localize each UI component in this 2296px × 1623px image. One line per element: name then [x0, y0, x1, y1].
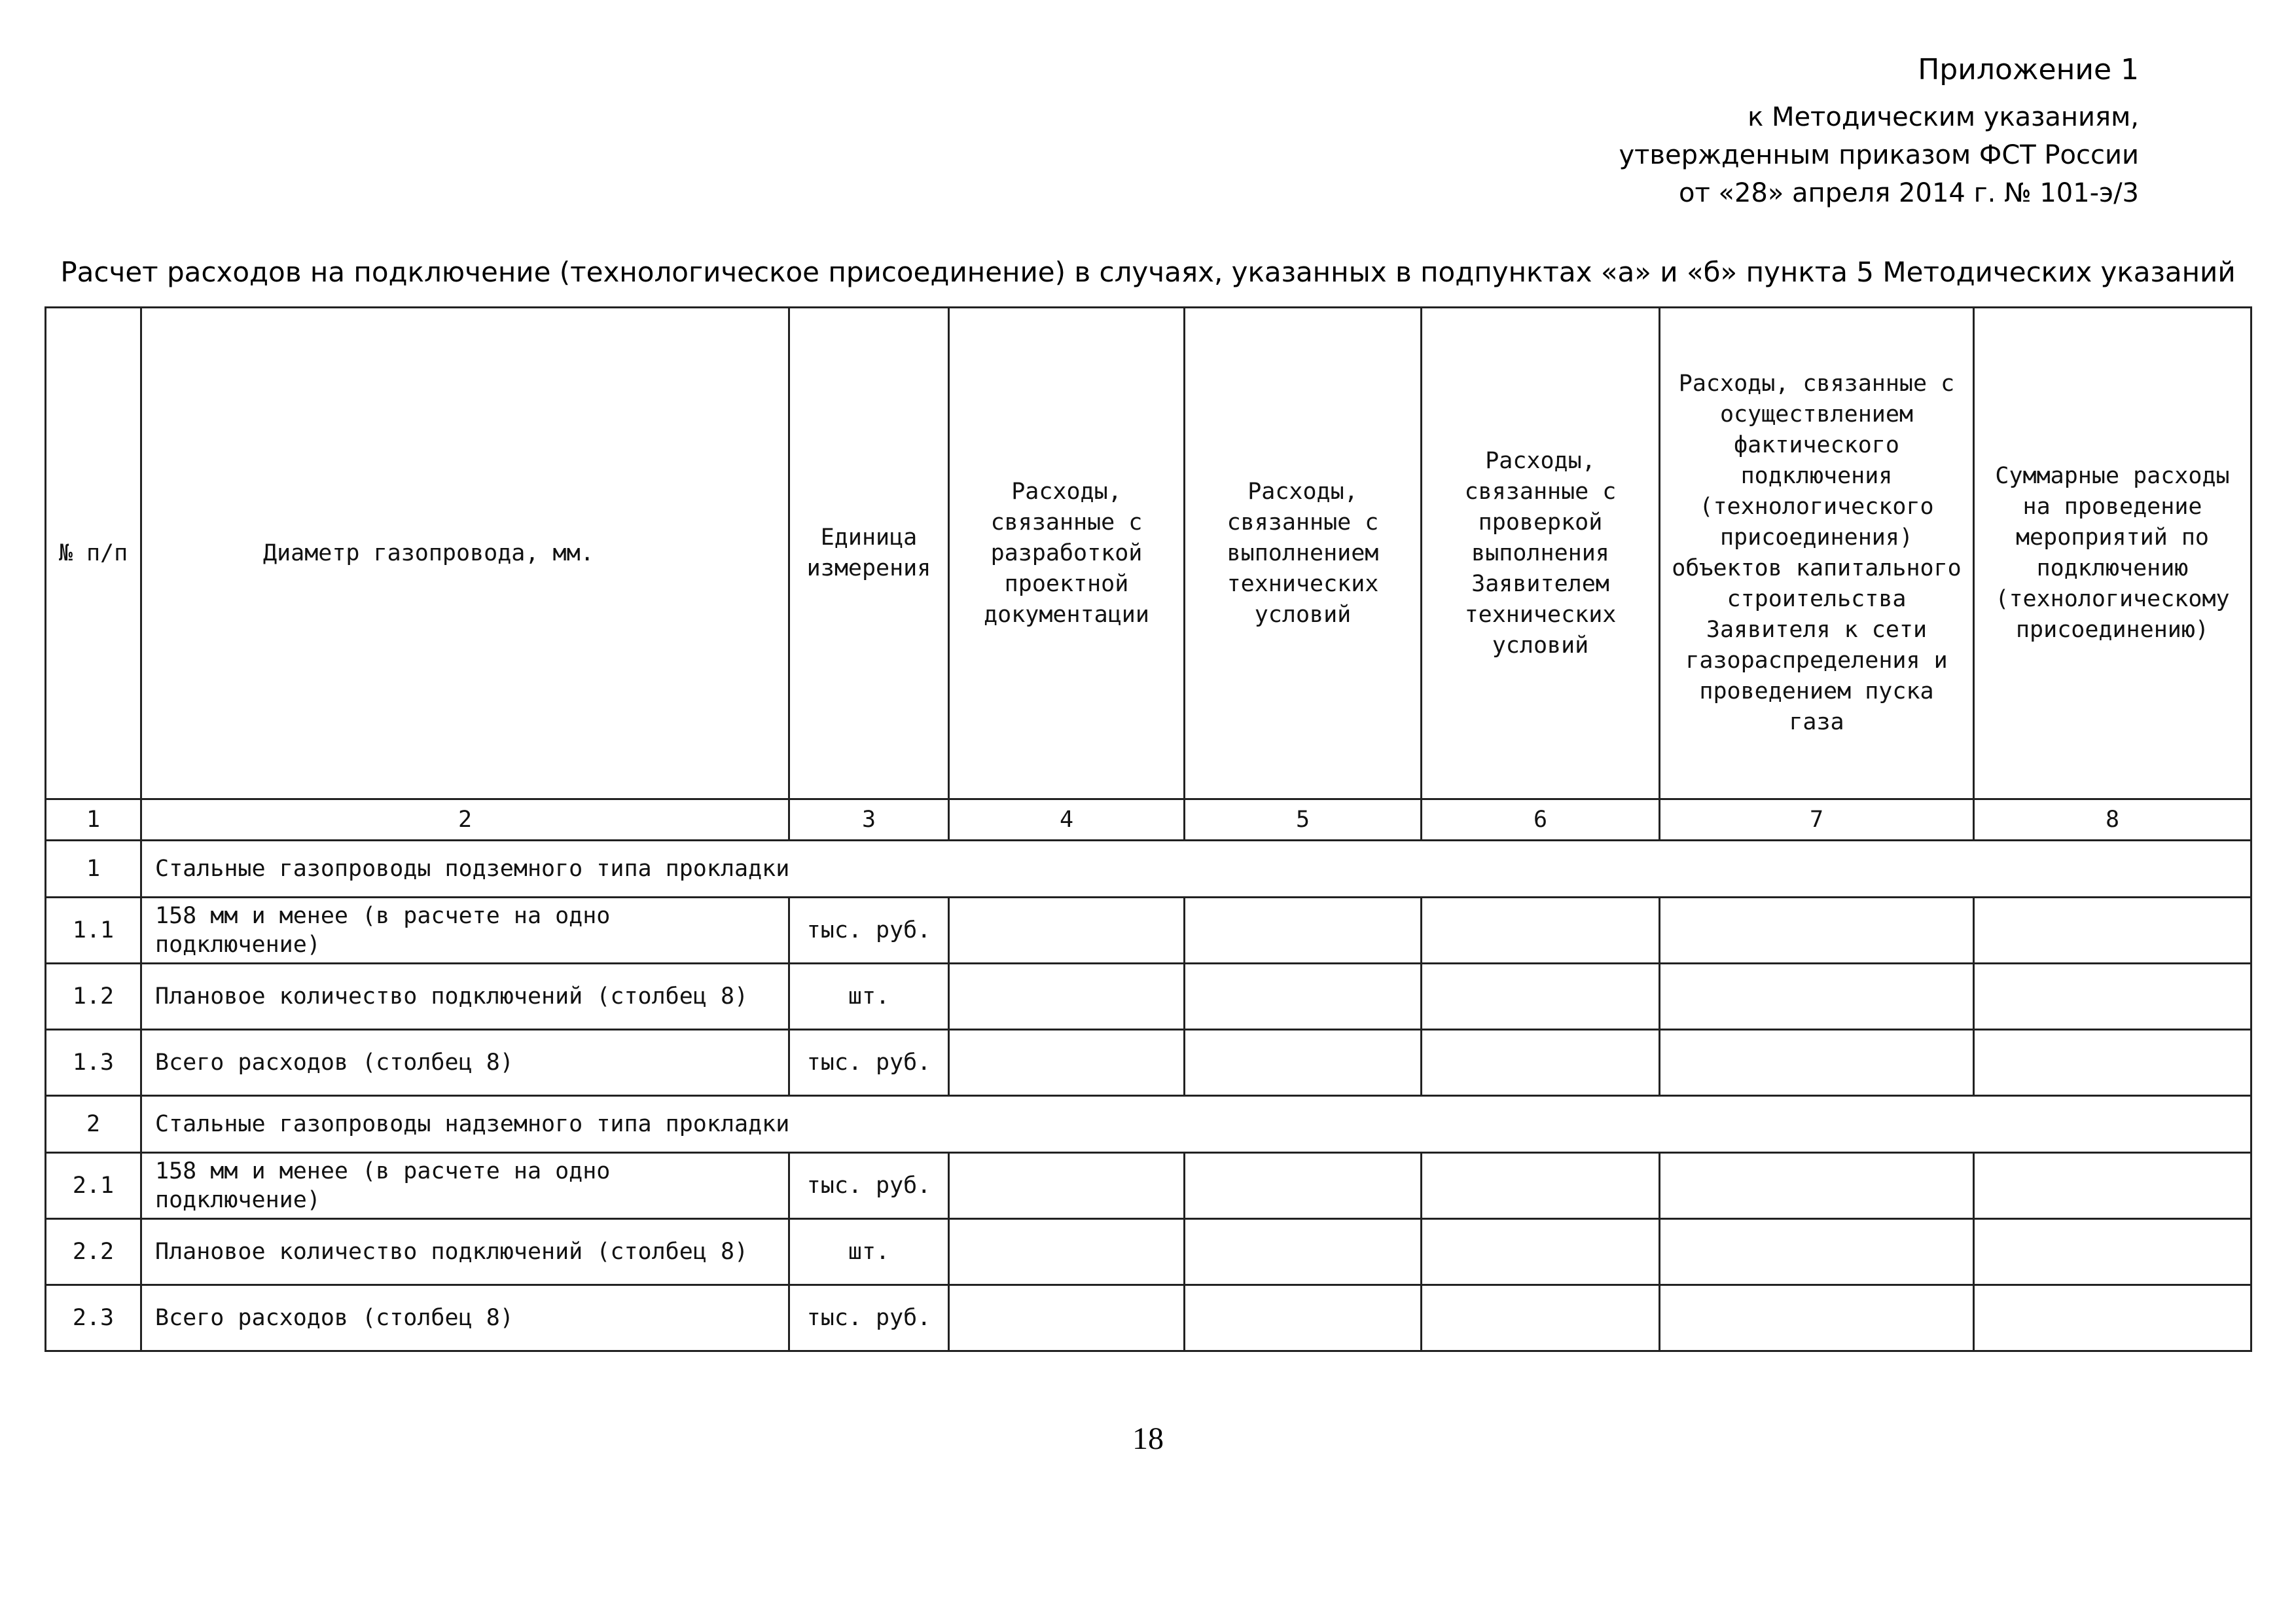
row-number: 2.2	[46, 1219, 141, 1285]
column-number-row	[46, 799, 2251, 841]
empty-cell	[1974, 1285, 2251, 1351]
header-col6: Расходы, связанные с проверкой выполнения Заявителем технических условий	[1422, 308, 1660, 799]
column-number: 2	[141, 799, 789, 841]
row-number: 1.1	[46, 898, 141, 964]
empty-cell	[949, 964, 1185, 1030]
column-number: 6	[1422, 799, 1660, 841]
row-description: Всего расходов (столбец 8)	[141, 1285, 789, 1351]
column-number: 8	[1974, 799, 2251, 841]
header-col7: Расходы, связанные с осуществлением фактического подключения (технологического присоединения) объектов капитального строительства Заявителя к сети газораспределения и проведением пуска газа	[1660, 308, 1974, 799]
header-col1: № п/п	[46, 308, 141, 799]
empty-cell	[1185, 1219, 1422, 1285]
column-number: 7	[1660, 799, 1974, 841]
empty-cell	[1422, 1219, 1660, 1285]
empty-cell	[949, 898, 1185, 964]
header-col4: Расходы, связанные с разработкой проектной документации	[949, 308, 1185, 799]
empty-cell	[1422, 898, 1660, 964]
empty-cell	[1974, 1219, 2251, 1285]
empty-cell	[1660, 1285, 1974, 1351]
empty-cell	[1660, 964, 1974, 1030]
empty-cell	[949, 1153, 1185, 1219]
document-title: Расчет расходов на подключение (технологическое присоединение) в случаях, указанных в подпунктах «а» и «б» пункта 5 Методических указаний	[60, 256, 2236, 288]
row-description: Всего расходов (столбец 8)	[141, 1030, 789, 1096]
header-col8: Суммарные расходы на проведение мероприятий по подключению (технологическому присоединению)	[1974, 308, 2251, 799]
empty-cell	[1185, 1030, 1422, 1096]
empty-cell	[1974, 1153, 2251, 1219]
empty-cell	[1660, 1153, 1974, 1219]
empty-cell	[1422, 1153, 1660, 1219]
appendix-approval: утвержденным приказом ФСТ России	[1619, 140, 2139, 170]
row-description: 158 мм и менее (в расчете на одно подключение)	[141, 1153, 789, 1219]
empty-cell	[1974, 964, 2251, 1030]
header-col3: Единица измерения	[789, 308, 949, 799]
empty-cell	[1185, 964, 1422, 1030]
row-description: Плановое количество подключений (столбец 8)	[141, 1219, 789, 1285]
appendix-order-date: от «28» апреля 2014 г. № 101-э/3	[1679, 178, 2139, 208]
table-row	[46, 1285, 2251, 1351]
page-number: 18	[1132, 1421, 1164, 1456]
column-number: 3	[789, 799, 949, 841]
row-description: Плановое количество подключений (столбец 8)	[141, 964, 789, 1030]
empty-cell	[1422, 964, 1660, 1030]
header-row	[46, 308, 2251, 799]
empty-cell	[1974, 1030, 2251, 1096]
empty-cell	[1660, 1030, 1974, 1096]
empty-cell	[1185, 1153, 1422, 1219]
empty-cell	[949, 1285, 1185, 1351]
empty-cell	[949, 1219, 1185, 1285]
table-row	[46, 1030, 2251, 1096]
empty-cell	[1185, 1285, 1422, 1351]
row-unit: тыс. руб.	[789, 898, 949, 964]
row-unit: шт.	[789, 964, 949, 1030]
row-unit: шт.	[789, 1219, 949, 1285]
table-row	[46, 1219, 2251, 1285]
empty-cell	[1660, 1219, 1974, 1285]
empty-cell	[1185, 898, 1422, 964]
header-col5: Расходы, связанные с выполнением технических условий	[1185, 308, 1422, 799]
empty-cell	[949, 1030, 1185, 1096]
row-unit: тыс. руб.	[789, 1285, 949, 1351]
table-row	[46, 898, 2251, 964]
column-number: 4	[949, 799, 1185, 841]
row-number: 2.3	[46, 1285, 141, 1351]
row-number: 1.2	[46, 964, 141, 1030]
row-unit: тыс. руб.	[789, 1030, 949, 1096]
section-number: 2	[46, 1096, 141, 1153]
row-number: 2.1	[46, 1153, 141, 1219]
table-row	[46, 964, 2251, 1030]
table-row	[46, 1153, 2251, 1219]
section-row	[46, 841, 2251, 898]
empty-cell	[1422, 1030, 1660, 1096]
section-row	[46, 1096, 2251, 1153]
column-number: 5	[1185, 799, 1422, 841]
expenses-table	[45, 306, 2252, 1352]
section-number: 1	[46, 841, 141, 898]
section-title: Стальные газопроводы надземного типа прокладки	[141, 1096, 2251, 1153]
row-unit: тыс. руб.	[789, 1153, 949, 1219]
row-number: 1.3	[46, 1030, 141, 1096]
appendix-reference: к Методическим указаниям,	[1748, 102, 2139, 132]
empty-cell	[1974, 898, 2251, 964]
empty-cell	[1660, 898, 1974, 964]
empty-cell	[1422, 1285, 1660, 1351]
column-number: 1	[46, 799, 141, 841]
appendix-heading: Приложение 1	[1918, 53, 2139, 86]
appendix-block	[1619, 51, 2139, 212]
header-col2: Диаметр газопровода, мм.	[141, 308, 789, 799]
row-description: 158 мм и менее (в расчете на одно подключение)	[141, 898, 789, 964]
section-title: Стальные газопроводы подземного типа прокладки	[141, 841, 2251, 898]
